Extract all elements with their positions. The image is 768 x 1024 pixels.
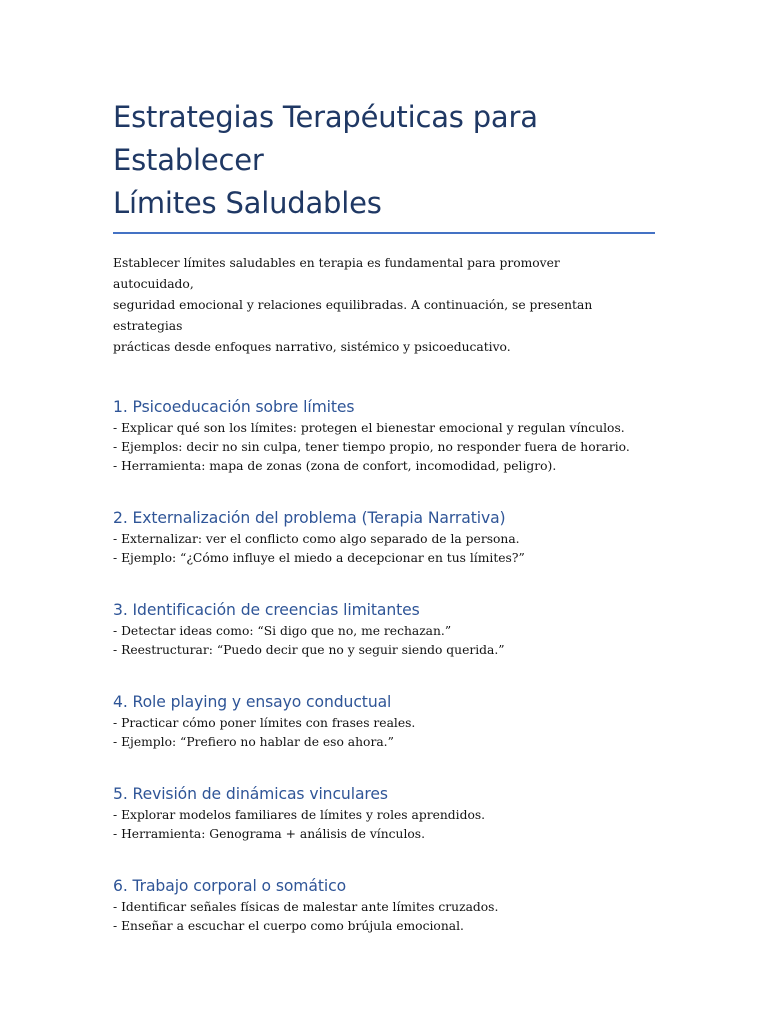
intro-line-1: Establecer límites saludables en terapia es fundamental para promover autocuidado, <box>113 256 560 291</box>
section-line: - Ejemplo: “Prefiero no hablar de eso ahora.” <box>113 735 394 749</box>
section-trabajo-corporal <box>113 875 655 936</box>
intro-line-2: seguridad emocional y relaciones equilibradas. A continuación, se presentan estrategias <box>113 298 593 333</box>
intro-line-3: prácticas desde enfoques narrativo, sistémico y psicoeducativo. <box>113 340 511 354</box>
section-heading: 3. Identificación de creencias limitantes <box>113 601 420 619</box>
section-dinamicas-vinculares <box>113 783 655 844</box>
section-line: - Ejemplo: “¿Cómo influye el miedo a decepcionar en tus límites?” <box>113 551 525 565</box>
section-heading: 5. Revisión de dinámicas vinculares <box>113 785 388 803</box>
section-line: - Ejemplos: decir no sin culpa, tener tiempo propio, no responder fuera de horario. <box>113 440 630 454</box>
section-line: - Herramienta: mapa de zonas (zona de confort, incomodidad, peligro). <box>113 459 557 473</box>
title-line-2: Límites Saludables <box>113 186 382 220</box>
document-page <box>113 96 655 936</box>
section-creencias-limitantes <box>113 599 655 660</box>
title-line-1: Estrategias Terapéuticas para Establecer <box>113 100 538 177</box>
section-line: - Detectar ideas como: “Si digo que no, me rechazan.” <box>113 624 452 638</box>
section-line: - Explicar qué son los límites: protegen el bienestar emocional y regulan vínculos. <box>113 421 625 435</box>
section-heading: 6. Trabajo corporal o somático <box>113 877 347 895</box>
section-line: - Identificar señales físicas de malestar ante límites cruzados. <box>113 900 499 914</box>
section-line: - Explorar modelos familiares de límites y roles aprendidos. <box>113 808 486 822</box>
section-externalizacion <box>113 507 655 568</box>
section-line: - Practicar cómo poner límites con frases reales. <box>113 716 416 730</box>
document-title <box>113 96 655 225</box>
section-line: - Reestructurar: “Puedo decir que no y seguir siendo querida.” <box>113 643 505 657</box>
section-role-playing <box>113 691 655 752</box>
intro-paragraph <box>113 253 643 358</box>
title-underline-divider <box>113 232 655 234</box>
section-heading: 1. Psicoeducación sobre límites <box>113 398 355 416</box>
section-heading: 4. Role playing y ensayo conductual <box>113 693 392 711</box>
section-heading: 2. Externalización del problema (Terapia Narrativa) <box>113 509 506 527</box>
section-line: - Externalizar: ver el conflicto como algo separado de la persona. <box>113 532 520 546</box>
section-line: - Enseñar a escuchar el cuerpo como brújula emocional. <box>113 919 464 933</box>
section-psicoeducacion <box>113 396 655 476</box>
section-line: - Herramienta: Genograma + análisis de vínculos. <box>113 827 426 841</box>
